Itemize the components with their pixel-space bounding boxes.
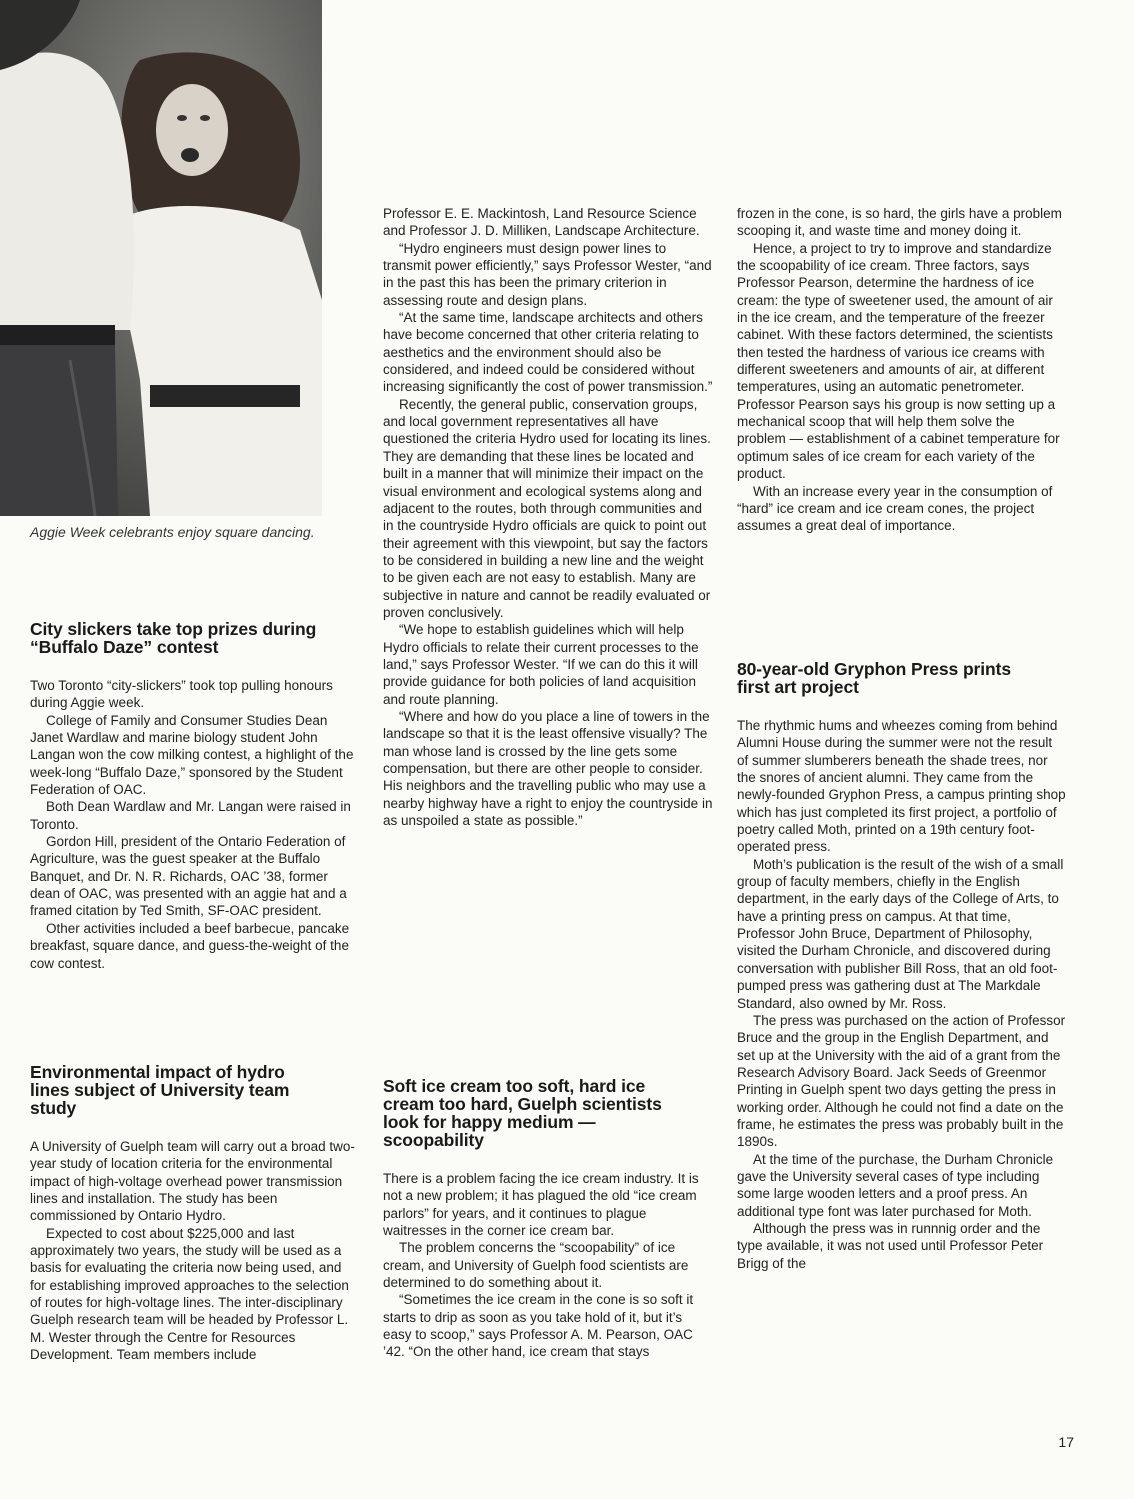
paragraph: College of Family and Consumer Studies Dean Janet Wardlaw and marine biology student John Langan won the cow milking contest, a highlight of the week-long “Buffalo Daze,” sponsored by the Student Federation of OAC. <box>30 712 354 798</box>
paragraph: At the time of the purchase, the Durham Chronicle gave the University several cases of type including some large wooden letters and a proof press. An additional type font was later purchased for Moth. <box>737 1151 1054 1219</box>
paragraph: Moth’s publication is the result of the wish of a small group of faculty members, chiefly in the English department, in the early days of the College of Arts, to have a printing press on campus. At that time, Professor John Bruce, Department of Philosophy, visited the Durham Chronicle, and discovered during conversation with publisher Bill Ross, that an old foot-pumped press was gathering dust at The Markdale Standard, also owned by Mr. Ross. <box>737 856 1064 1011</box>
paragraph: The press was purchased on the action of Professor Bruce and the group in the English Department, and set up at the University with the aid of a grant from the Research Advisory Board. Jack Seeds of Greenmor Printing in Guelph spent two days getting the press in working order. Although he could not find a date on the frame, he estimates the press was probably built in the 1890s. <box>737 1012 1066 1150</box>
paragraph: Expected to cost about $225,000 and last approximately two years, the study will be used as a basis for evaluating the criteria now being used, and for establishing improved approaches to the selection of routes for high-voltage lines. The inter-disciplinary Guelph research team will be headed by Professor L. M. Wester through the Centre for Resources Development. Team members include <box>30 1225 349 1363</box>
paragraph: Gordon Hill, president of the Ontario Federation of Agriculture, was the guest speaker at the Buffalo Banquet, and Dr. N. R. Richards, OAC ’38, former dean of OAC, was presented with an aggie hat and a framed citation by Ted Smith, SF-OAC president. <box>30 834 347 919</box>
paragraph: Professor E. E. Mackintosh, Land Resource Science and Professor J. D. Milliken, Landscape Architecture. <box>383 206 700 239</box>
paragraph: A University of Guelph team will carry out a broad two-year study of location criteria for the environmental impact of high-voltage overhead power transmission lines and installation. The study has been commissioned by Ontario Hydro. <box>30 1139 355 1224</box>
article-buffalo-body <box>30 677 355 972</box>
paragraph: With an increase every year in the consumption of “hard” ice cream and ice cream cones, the project assumes a great deal of importance. <box>737 483 1053 534</box>
paragraph: “Where and how do you place a line of towers in the landscape so that it is the least offensive visually? The man whose land is crossed by the line gets some compensation, but there are other people to consider. His neighbors and the travelling public who may use a nearby highway have a right to enjoy the countryside in as unspoiled a state as possible.” <box>383 708 713 829</box>
paragraph: Although the press was in runnnig order and the type available, it was not used until Professor Peter Brigg of the <box>737 1220 1044 1271</box>
square-dancing-photo <box>0 0 322 516</box>
article-gryphon-body <box>737 717 1067 1272</box>
paragraph: frozen in the cone, is so hard, the girls have a problem scooping it, and waste time and money doing it. <box>737 206 1062 239</box>
headline-gryphon-press: 80-year-old Gryphon Press prints first art project <box>737 659 1011 697</box>
paragraph: “We hope to establish guidelines which will help Hydro officials to relate their current processes to the land,” says Professor Wester. “If we can do this it will provide guidance for both policies of land acquisition and route planning. <box>383 622 699 707</box>
article-icecream-body-col2 <box>383 1170 713 1361</box>
paragraph: “At the same time, landscape architects and others have become concerned that other criteria relating to aesthetics and the environment should also be considered, and indeed could be considered without increasing significantly the cost of power transmission.” <box>383 310 713 395</box>
paragraph: “Hydro engineers must design power lines to transmit power efficiently,” says Professor Wester, “and in the past this has been the primary criterion in assessing route and design plans. <box>383 240 712 308</box>
paragraph: Other activities included a beef barbecue, pancake breakfast, square dance, and guess-the-weight of the cow contest. <box>30 920 350 971</box>
headline-buffalo-daze: City slickers take top prizes during “Buffalo Daze” contest <box>30 619 317 657</box>
paragraph: Hence, a project to try to improve and standardize the scoopability of ice cream. Three factors, says Professor Pearson, determine the hardness of ice cream: the type of sweetener used, the amount of air in the ice cream, and the temperature of the freezer cabinet. With these factors determined, the scientists then tested the hardness of various ice creams with different sweeteners and amounts of air, at different temperatures, using an automatic penetrometer. Professor Pearson says his group is now setting up a mechanical scoop that will help them solve the problem — establishment of a cabinet temperature for optimum sales of ice cream for each variety of the product. <box>737 240 1060 482</box>
headline-hydro-lines: Environmental impact of hydro lines subject of University team study <box>30 1062 290 1118</box>
article-hydro-body-col2 <box>383 205 713 829</box>
article-icecream-body-col3 <box>737 205 1067 535</box>
paragraph: The rhythmic hums and wheezes coming from behind Alumni House during the summer were not the result of summer slumberers beneath the shade trees, nor the snores of ancient alumni. They came from the newly-founded Gryphon Press, a campus printing shop which has just completed its first project, a portfolio of poetry called Moth, printed on a 19th century foot-operated press. <box>737 718 1066 855</box>
article-hydro-body-col1 <box>30 1138 355 1363</box>
paragraph: Two Toronto “city-slickers” took top pulling honours during Aggie week. <box>30 678 333 711</box>
headline-ice-cream: Soft ice cream too soft, hard ice cream too hard, Guelph scientists look for happy medium — scoopability <box>383 1076 662 1150</box>
paragraph: “Sometimes the ice cream in the cone is so soft it starts to drip as soon as you take hold of it, but it’s easy to scoop,” says Professor A. M. Pearson, OAC ’42. “On the other hand, ice cream that stays <box>383 1292 694 1360</box>
paragraph: Recently, the general public, conservation groups, and local government representatives all have questioned the criteria Hydro used for locating its lines. They are demanding that these lines be located and built in a manner that will minimize their impact on the visual environment and ecological systems along and adjacent to the routes, both through communities and in the countryside Hydro officials are quick to point out their agreement with this viewpoint, but say the factors to be considered in building a new line and the weight to be given each are not easy to establish. Many are subjective in nature and cannot be readily evaluated or proven conclusively. <box>383 396 711 620</box>
paragraph: Both Dean Wardlaw and Mr. Langan were raised in Toronto. <box>30 799 351 832</box>
paragraph: The problem concerns the “scoopability” of ice cream, and University of Guelph food scientists are determined to do something about it. <box>383 1240 689 1291</box>
photo-caption: Aggie Week celebrants enjoy square dancing. <box>30 524 315 540</box>
page-number: 17 <box>1058 1434 1074 1450</box>
paragraph: There is a problem facing the ice cream industry. It is not a new problem; it has plagued the old “ice cream parlors” for years, and it continues to plague waitresses in the corner ice cream bar. <box>383 1171 699 1239</box>
